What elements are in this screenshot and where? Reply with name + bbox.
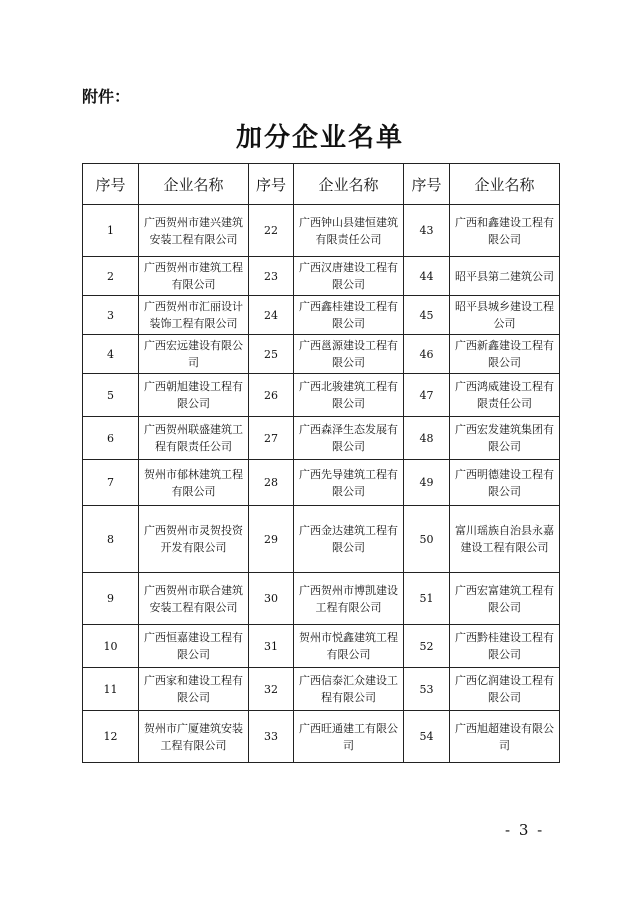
table-header-row — [83, 164, 560, 205]
company-name-cell: 广西贺州市建兴建筑安装工程有限公司 — [139, 205, 249, 257]
company-name-cell: 广西钟山县建恒建筑有限责任公司 — [294, 205, 404, 257]
company-name-cell: 贺州市悦鑫建筑工程有限公司 — [294, 625, 404, 668]
company-name-cell: 广西恒嘉建设工程有限公司 — [139, 625, 249, 668]
company-name-cell: 广西新鑫建设工程有限公司 — [450, 335, 560, 374]
seq-number-cell: 29 — [249, 506, 294, 573]
table-row — [83, 506, 560, 573]
seq-number-cell: 12 — [83, 711, 139, 763]
seq-number-cell: 54 — [404, 711, 450, 763]
seq-number-cell: 7 — [83, 460, 139, 506]
table-row — [83, 711, 560, 763]
seq-number-cell: 1 — [83, 205, 139, 257]
table-row — [83, 374, 560, 417]
seq-number-cell: 23 — [249, 257, 294, 296]
table-row — [83, 625, 560, 668]
seq-number-cell: 2 — [83, 257, 139, 296]
header-seq: 序号 — [404, 164, 450, 205]
seq-number-cell: 26 — [249, 374, 294, 417]
company-name-cell: 广西和鑫建设工程有限公司 — [450, 205, 560, 257]
seq-number-cell: 46 — [404, 335, 450, 374]
seq-number-cell: 27 — [249, 417, 294, 460]
company-name-cell: 贺州市广厦建筑安装工程有限公司 — [139, 711, 249, 763]
seq-number-cell: 8 — [83, 506, 139, 573]
company-name-cell: 广西信泰汇众建设工程有限公司 — [294, 668, 404, 711]
company-name-cell: 富川瑶族自治县永嘉建设工程有限公司 — [450, 506, 560, 573]
company-name-cell: 广西北骏建筑工程有限公司 — [294, 374, 404, 417]
company-name-cell: 广西鸿威建设工程有限责任公司 — [450, 374, 560, 417]
company-name-cell: 昭平县第二建筑公司 — [450, 257, 560, 296]
company-name-cell: 广西贺州市博凯建设工程有限公司 — [294, 573, 404, 625]
seq-number-cell: 45 — [404, 296, 450, 335]
seq-number-cell: 9 — [83, 573, 139, 625]
company-name-cell: 广西贺州市联合建筑安装工程有限公司 — [139, 573, 249, 625]
company-list-table — [82, 163, 560, 763]
seq-number-cell: 44 — [404, 257, 450, 296]
seq-number-cell: 31 — [249, 625, 294, 668]
company-name-cell: 广西明德建设工程有限公司 — [450, 460, 560, 506]
company-name-cell: 广西旺通建工有限公司 — [294, 711, 404, 763]
company-name-cell: 广西宏发建筑集团有限公司 — [450, 417, 560, 460]
seq-number-cell: 3 — [83, 296, 139, 335]
header-company: 企业名称 — [294, 164, 404, 205]
company-name-cell: 广西先导建筑工程有限公司 — [294, 460, 404, 506]
company-name-cell: 广西贺州市建筑工程有限公司 — [139, 257, 249, 296]
seq-number-cell: 11 — [83, 668, 139, 711]
company-name-cell: 广西黔桂建设工程有限公司 — [450, 625, 560, 668]
seq-number-cell: 10 — [83, 625, 139, 668]
seq-number-cell: 43 — [404, 205, 450, 257]
table-row — [83, 296, 560, 335]
seq-number-cell: 33 — [249, 711, 294, 763]
seq-number-cell: 48 — [404, 417, 450, 460]
seq-number-cell: 53 — [404, 668, 450, 711]
table-row — [83, 257, 560, 296]
company-name-cell: 昭平县城乡建设工程公司 — [450, 296, 560, 335]
company-name-cell: 广西家和建设工程有限公司 — [139, 668, 249, 711]
company-name-cell: 广西贺州联盛建筑工程有限责任公司 — [139, 417, 249, 460]
company-name-cell: 广西金达建筑工程有限公司 — [294, 506, 404, 573]
table-row — [83, 417, 560, 460]
header-company: 企业名称 — [139, 164, 249, 205]
company-name-cell: 广西贺州市灵贺投资开发有限公司 — [139, 506, 249, 573]
seq-number-cell: 49 — [404, 460, 450, 506]
table-row — [83, 668, 560, 711]
page-number: - 3 - — [505, 821, 545, 839]
attachment-label: 附件： — [82, 87, 131, 106]
seq-number-cell: 30 — [249, 573, 294, 625]
company-name-cell: 广西旭超建设有限公司 — [450, 711, 560, 763]
seq-number-cell: 47 — [404, 374, 450, 417]
header-seq: 序号 — [249, 164, 294, 205]
seq-number-cell: 50 — [404, 506, 450, 573]
company-name-cell: 广西汉唐建设工程有限公司 — [294, 257, 404, 296]
seq-number-cell: 52 — [404, 625, 450, 668]
seq-number-cell: 28 — [249, 460, 294, 506]
seq-number-cell: 4 — [83, 335, 139, 374]
company-name-cell: 广西鑫桂建设工程有限公司 — [294, 296, 404, 335]
seq-number-cell: 32 — [249, 668, 294, 711]
company-name-cell: 广西宏富建筑工程有限公司 — [450, 573, 560, 625]
seq-number-cell: 5 — [83, 374, 139, 417]
company-name-cell: 广西宏远建设有限公司 — [139, 335, 249, 374]
seq-number-cell: 51 — [404, 573, 450, 625]
seq-number-cell: 6 — [83, 417, 139, 460]
table-row — [83, 335, 560, 374]
header-seq: 序号 — [83, 164, 139, 205]
seq-number-cell: 24 — [249, 296, 294, 335]
seq-number-cell: 25 — [249, 335, 294, 374]
company-name-cell: 广西邕源建设工程有限公司 — [294, 335, 404, 374]
company-name-cell: 广西森泽生态发展有限公司 — [294, 417, 404, 460]
table-row — [83, 573, 560, 625]
table-row — [83, 205, 560, 257]
table-row — [83, 460, 560, 506]
document-title: 加分企业名单 — [235, 123, 404, 153]
company-name-cell: 广西朝旭建设工程有限公司 — [139, 374, 249, 417]
company-name-cell: 广西亿润建设工程有限公司 — [450, 668, 560, 711]
seq-number-cell: 22 — [249, 205, 294, 257]
company-name-cell: 贺州市郁林建筑工程有限公司 — [139, 460, 249, 506]
header-company: 企业名称 — [450, 164, 560, 205]
company-name-cell: 广西贺州市汇丽设计装饰工程有限公司 — [139, 296, 249, 335]
